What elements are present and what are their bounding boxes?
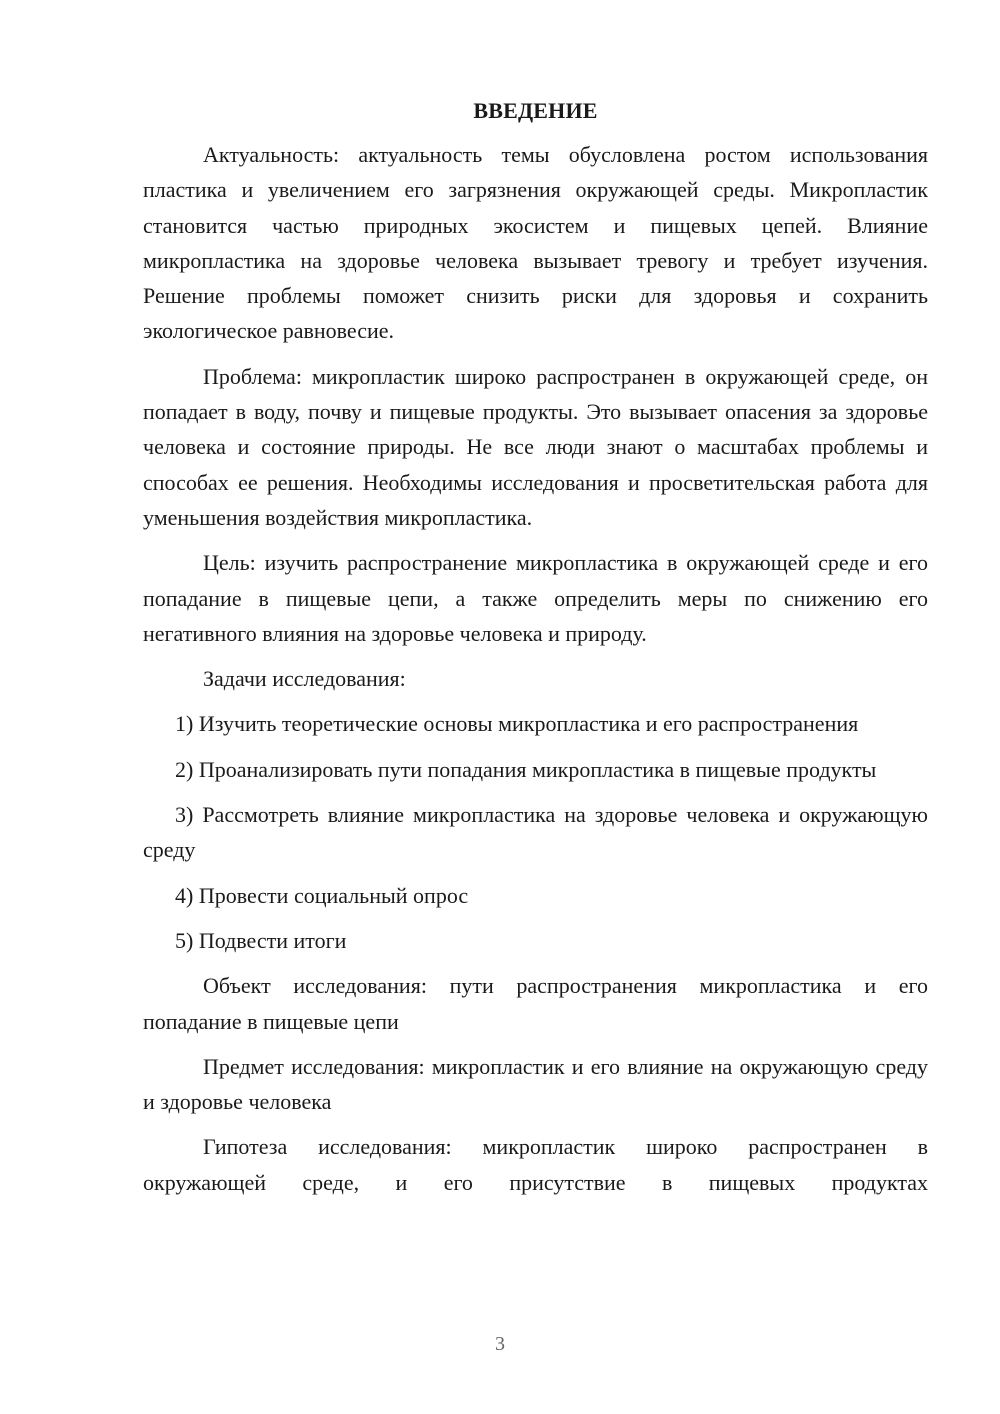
task-item: 3) Рассмотреть влияние микропластика на здоровье человека и окружающую среду <box>143 802 928 863</box>
relevance-paragraph: Актуальность: актуальность темы обусловлена ростом использования пластика и увеличением его загрязнения окружающей среды. Микропластик становится частью природных экосистем и пищевых цепей. Влияние микропластика на здоровье человека вызывает тревогу и требует изучения. Решение проблемы поможет снизить риски для здоровья и сохранить экологическое равновесие. <box>143 142 928 344</box>
section-heading: ВВЕДЕНИЕ <box>473 98 598 123</box>
task-item: 2) Проанализировать пути попадания микропластика в пищевые продукты <box>175 756 877 782</box>
task-item: 5) Подвести итоги <box>175 927 347 953</box>
object-paragraph: Объект исследования: пути распространения микропластика и его попадание в пищевые цепи <box>143 973 928 1034</box>
tasks-heading: Задачи исследования: <box>203 666 406 692</box>
hypothesis-paragraph: Гипотеза исследования: микропластик широко распространен в окружающей среде, и его присутствие в пищевых продуктах <box>143 1134 928 1195</box>
page-content <box>143 95 928 1200</box>
page-number: 3 <box>495 1333 505 1355</box>
task-item: 4) Провести социальный опрос <box>175 882 469 908</box>
problem-paragraph: Проблема: микропластик широко распространен в окружающей среде, он попадает в воду, почву и пищевые продукты. Это вызывает опасения за здоровье человека и состояние природы. Не все люди знают о масштабах проблемы и способах ее решения. Необходимы исследования и просветительская работа для уменьшения воздействия микропластика. <box>143 363 928 530</box>
task-item: 1) Изучить теоретические основы микропластика и его распространения <box>175 711 859 737</box>
goal-paragraph: Цель: изучить распространение микропластика в окружающей среде и его попадание в пищевые цепи, а также определить меры по снижению его негативного влияния на здоровье человека и природу. <box>143 550 928 646</box>
subject-paragraph: Предмет исследования: микропластик и его влияние на окружающую среду и здоровье человека <box>143 1053 928 1115</box>
